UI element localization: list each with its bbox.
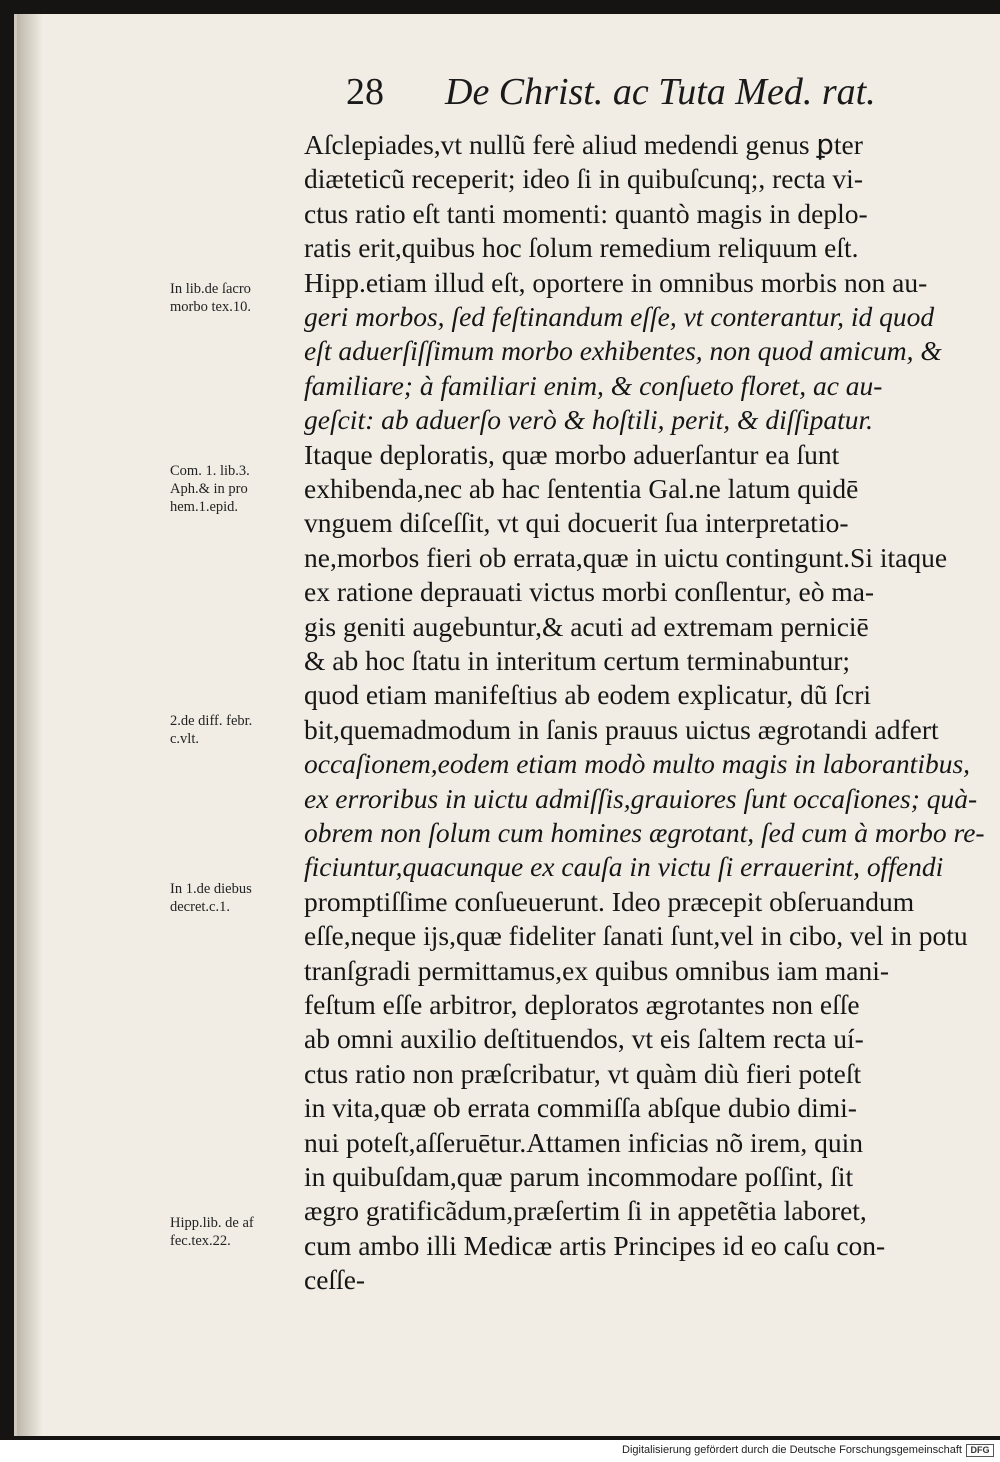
text-line: ficiuntur,quacunque ex cauſa in victu ſi errauerint, offendi xyxy=(304,851,944,883)
text-line: eſſe,neque ijs,quæ fideliter ſanati ſunt,vel in cibo, vel in potu xyxy=(304,920,968,952)
text-line: ctus ratio eſt tanti momenti: quantò magis in deplo- xyxy=(304,197,868,229)
text-line: feſtum eſſe arbitror, deploratos ægrotantes non eſſe xyxy=(304,989,860,1020)
text-line: ex ratione deprauati victus morbi conſlentur, eò ma- xyxy=(304,576,875,608)
text-line: gis geniti augebuntur,& acuti ad extremam perniciē xyxy=(304,610,869,642)
text-line: eſt aduerſiſſimum morbo exhibentes, non quod amicum, & xyxy=(304,335,942,367)
text-line: Itaque deploratis, quæ morbo aduerſantur ea ſunt xyxy=(304,438,840,470)
text-line: geſcit: ab aduerſo verò & hoſtili, perit, & diſſipatur. xyxy=(304,404,874,436)
text-line: ægro gratificãdum,præſertim ſi in appetẽtia laboret, xyxy=(304,1195,867,1227)
margin-note: Hipp.lib. de af fec.tex.22. xyxy=(170,1215,254,1249)
text-line: familiare; à familiari enim, & conſueto floret, ac au- xyxy=(304,369,883,401)
text-line: in vita,quæ ob errata commiſſa abſque dubio dimi- xyxy=(304,1092,857,1124)
text-line: obrem non ſolum cum homines ægrotant, ſed cum à morbo re- xyxy=(304,817,985,848)
margin-note: In 1.de diebus decret.c.1. xyxy=(170,881,252,915)
text-line: nui poteſt,aſſeruētur.Attamen inficias nõ irem, quin xyxy=(304,1126,864,1158)
margin-note: In lib.de ſacro morbo tex.10. xyxy=(170,281,251,315)
text-line: vnguem diſceſſit, vt qui docuerit ſua interpretatio- xyxy=(304,507,849,539)
text-line: ex erroribus in uictu admiſſis,grauiores ſunt occaſiones; quà- xyxy=(304,782,978,814)
text-line: ctus ratio non præſcribatur, vt quàm diù fieri poteſt xyxy=(304,1057,862,1089)
footer-bar xyxy=(0,1440,1000,1462)
page-number: 28 xyxy=(346,71,384,113)
footer-credit: Digitalisierung gefördert durch die Deutsche Forschungsgemeinschaft xyxy=(622,1444,962,1456)
margin-note: 2.de diff. febr. c.vlt. xyxy=(170,713,253,747)
text-line: & ab hoc ſtatu in interitum certum terminabuntur; xyxy=(304,645,851,676)
text-line: geri morbos, ſed feſtinandum eſſe, vt conterantur, id quod xyxy=(304,301,935,332)
text-line: tranſgradi permittamus,ex quibus omnibus iam mani- xyxy=(304,954,890,986)
text-line: diæteticũ receperit; ideo ſi in quibuſcunq;, recta vi- xyxy=(304,163,863,195)
text-line: quod etiam manifeſtius ab eodem explicatur, dũ ſcri xyxy=(304,679,872,711)
text-line: ceſſe- xyxy=(304,1264,366,1296)
text-line: ab omni auxilio deſtituendos, vt eis ſaltem recta uí- xyxy=(304,1023,864,1055)
text-line: exhibenda,nec ab hac ſententia Gal.ne latum quidē xyxy=(304,473,859,504)
text-line: Aſclepiades,vt nullũ ferè aliud medendi genus ꝑter xyxy=(304,129,863,160)
text-line: promptiſſime conſueuerunt. Ideo præcepit obſeruandum xyxy=(304,885,915,917)
text-line: in quibuſdam,quæ parum incommodare poſſint, ſit xyxy=(304,1161,854,1192)
dfg-logo: DFG xyxy=(966,1444,994,1457)
text-line: occaſionem,eodem etiam modò multo magis in laborantibus, xyxy=(304,748,971,780)
margin-note: Com. 1. lib.3. Aph.& in pro hem.1.epid. xyxy=(170,463,250,515)
gutter-shadow xyxy=(17,14,43,1436)
text-line: ne,morbos fieri ob errata,quæ in uictu contingunt.Si itaque xyxy=(304,541,948,573)
text-line: bit,quemadmodum in ſanis prauus uictus ægrotandi adfert xyxy=(304,713,939,745)
running-title: De Christ. ac Tuta Med. rat. xyxy=(445,71,876,113)
text-line: ratis erit,quibus hoc ſolum remedium reliquum eſt. xyxy=(304,232,859,264)
text-line: cum ambo illi Medicæ artis Principes id eo caſu con- xyxy=(304,1229,886,1261)
text-line: Hipp.etiam illud eſt, oportere in omnibus morbis non au- xyxy=(304,266,928,298)
